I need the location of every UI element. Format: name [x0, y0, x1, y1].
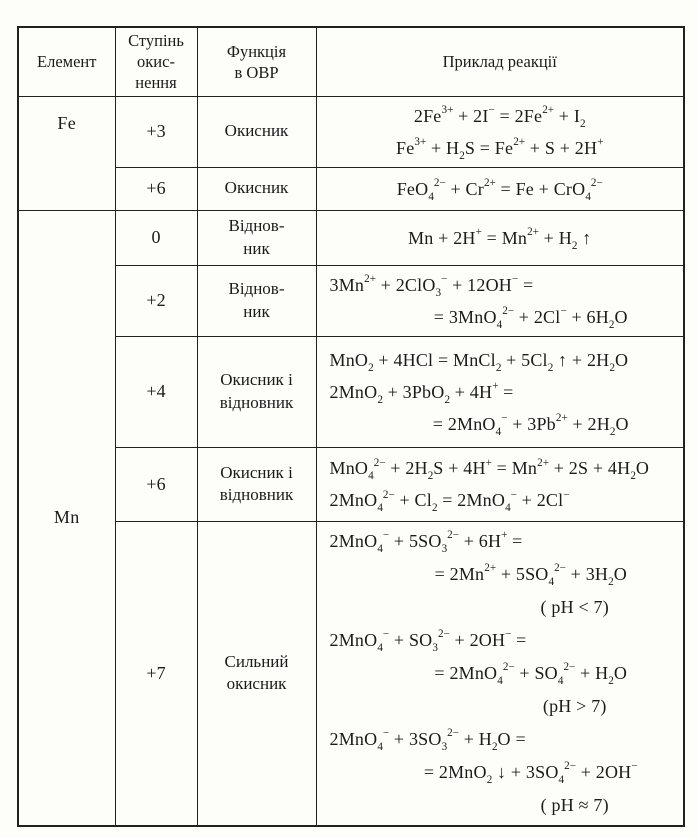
row-mn-plus2 [18, 265, 684, 336]
row-mn-plus4 [18, 336, 684, 447]
reaction-line: = $3MnO_4^{2-} + 2Cl^- + 6H_2O$ [433, 305, 628, 331]
row-mn-0 [18, 210, 684, 265]
element-cell-mn: Mn [18, 210, 115, 826]
oxidation-state-cell: +7 [115, 521, 197, 826]
reaction-cell [316, 265, 684, 336]
header-example-reaction: Приклад реакції [316, 27, 684, 96]
row-mn-plus6 [18, 447, 684, 521]
reaction-line: = 2MnO$_2$ ↓ + $3SO_4^{2-} + 2OH^-$ [423, 760, 638, 786]
reaction-line: $2MnO_4^- + 3SO_3^{2-} + H_2O$ = [329, 727, 526, 753]
oxidation-state-cell: +6 [115, 447, 197, 521]
role-cell: Віднов- ник [197, 210, 316, 265]
header-element [18, 27, 115, 96]
reaction-line: $Mn + 2H^+ = Mn^{2+} + H_2$ ↑ [408, 226, 592, 252]
reaction-line: $Fe^{3+} + H_2S = Fe^{2+} + S + 2H^+$ [396, 136, 604, 162]
reaction-cell [316, 167, 684, 210]
oxidation-state-cell: 0 [115, 210, 197, 265]
reaction-line: = $2MnO_4^- + 3Pb^{2+} + 2H_2O$ [432, 412, 629, 438]
header-element-label: Елемент [37, 52, 97, 72]
element-cell-fe: Fe [18, 96, 115, 210]
oxidation-state-cell: +6 [115, 167, 197, 210]
header-row [18, 27, 684, 96]
header-oxidation-state: Ступінь окис- нення [115, 27, 197, 96]
role-cell: Віднов- ник [197, 265, 316, 336]
reaction-line: $3Mn^{2+} + 2ClO_3^- + 12OH^-$ = [329, 273, 534, 299]
reaction-cell [316, 96, 684, 167]
role-cell: Сильний окисник [197, 521, 316, 826]
row-fe-plus6 [18, 167, 684, 210]
header-function-ovr: Функція в ОВР [197, 27, 316, 96]
row-fe-plus3 [18, 96, 684, 167]
reaction-line: $2MnO_4^- + 5SO_3^{2-} + 6H^+$ = [329, 529, 523, 555]
reaction-line: 2MnO$_2$ + 3PbO$_2$ + 4H+ = [329, 380, 514, 406]
reaction-line: $MnO_4^{2-} + 2H_2S + 4H^+ = Mn^{2+} + 2S + 4H_2O$ [329, 456, 650, 483]
reaction-line: MnO$_2$ + 4HCl = MnCl$_2$ + $5Cl_2$ ↑ + $2H_2O$ [329, 349, 629, 374]
reaction-line: $2Fe^{3+} + 2I^- = 2Fe^{2+} + I_2$ [413, 104, 586, 130]
ph-condition: ( pH < 7) [540, 596, 609, 617]
reaction-line: $FeO_4^{2-} + Cr^{2+} = Fe + CrO_4^{2-}$ [396, 177, 603, 203]
role-cell: Окисник [197, 96, 316, 167]
reaction-cell [316, 210, 684, 265]
reaction-line: $2MnO_4^{2-} + Cl_2 = 2MnO_4^- + 2Cl^-$ [329, 488, 570, 515]
ph-condition: (pH > 7) [542, 695, 607, 716]
reaction-cell [316, 447, 684, 521]
row-mn-plus7 [18, 521, 684, 826]
reaction-cell [316, 521, 684, 826]
role-cell: Окисник і відновник [197, 336, 316, 447]
oxidation-state-cell: +3 [115, 96, 197, 167]
oxidation-state-cell: +4 [115, 336, 197, 447]
reaction-line: = $2MnO_4^{2-} + SO_4^{2-} + H_2O$ [434, 661, 628, 687]
ph-condition: ( pH ≈ 7) [540, 794, 609, 815]
reaction-line: = $2Mn^{2+} + 5SO_4^{2-} + 3H_2O$ [434, 562, 627, 588]
reaction-cell [316, 336, 684, 447]
oxidation-state-cell: +2 [115, 265, 197, 336]
role-cell: Окисник [197, 167, 316, 210]
redox-table [17, 26, 685, 827]
reaction-line: $2MnO_4^- + SO_3^{2-} + 2OH^-$ = [329, 628, 527, 654]
role-cell: Окисник і відновник [197, 447, 316, 521]
